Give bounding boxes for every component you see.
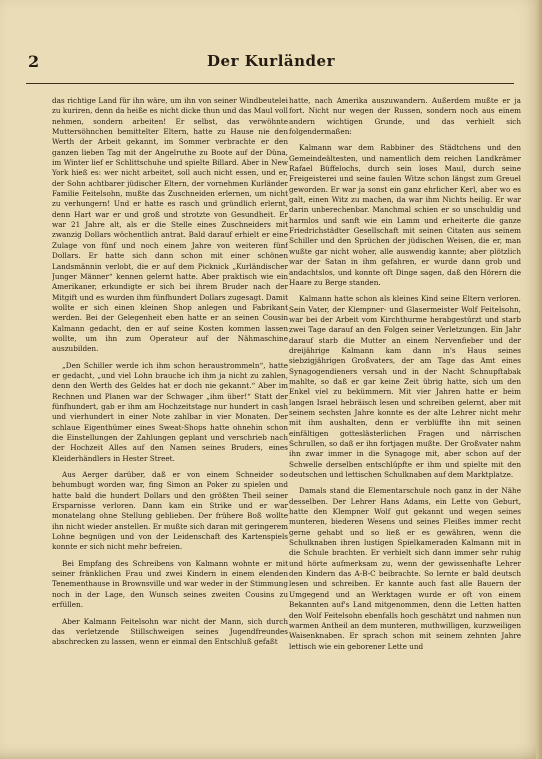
- right-column: [289, 96, 521, 746]
- running-title: Der Kurländer: [207, 52, 335, 70]
- paragraph: Aus Aerger darüber, daß er von einem Schneider so behumbugt worden war, fing Simon an Poker zu spielen und hatte bald die hundert Dollars und den größten Theil seiner Ersparnisse verloren. Dann kam ein Strike und er war monatelang ohne Stellung geblieben. Der frühere Boß wollte ihn nicht wieder anstellen. Er mußte sich daran mit geringerem Lohne begnügen und von der Leidenschaft des Kartenspiels konnte er sich nicht mehr befreien.: [52, 470, 288, 552]
- page-header: [28, 50, 514, 72]
- page-edge-shadow: [536, 0, 542, 759]
- header-rule: [26, 83, 514, 84]
- paragraph: Damals stand die Elementarschule noch ganz in der Nähe desselben. Der Lehrer Hans Adams, ein Lette von Geburt, hatte den Klempner Wolf gut gekannt und wegen seines munteren, biederen Wesens und seines Fleißes immer recht gerne gehabt und so ließ er es gewähren, wenn die Schulknaben ihren lustigen Spielkameraden Kalmann mit in die Schule brachten. Er verhielt sich dann immer sehr ruhig und hörte aufmerksam zu, wenn der gewissenhafte Lehrer den Kindern das A-B-C beibrachte. So lernte er bald deutsch lesen und schreiben. Er kannte auch fast alle Bauern der Umgegend und an Werktagen wurde er oft von einem Bekannten auf's Land mitgenommen, denn die Letten hatten den Wolf Feitelsohn ebenfalls hoch geschätzt und nahmen nun warmen Antheil an dem munteren, muthwilligen, kurzweiligen Waisenknaben. Er sprach schon mit seinem zehnten Jahre lettisch wie ein geborener Lette und: [289, 486, 521, 651]
- paragraph: „Den Schiller werde ich ihm schon heraustrommeln“, hatte er gedacht, „und viel Lohn brauche ich ihm ja nicht zu zahlen, denn den Werth des Geldes hat er doch nie gekannt.“ Aber im Rechnen und Planen war der Schwager „ihm über!“ Statt der fünfhundert, gab er ihm am Hochzeitstage nur hundert in cash und vierhundert in einer Note zahlbar in vier Monaten. Der schlaue Eigenthümer eines Sweat-Shops hatte ohnehin schon die Einstellungen der Zahlungen geplant und verschrieb nach der Hochzeit Alles auf den Namen seines Bruders, eines Kleiderhändlers in Hester Street.: [52, 360, 288, 463]
- paragraph: Kalmann war dem Rabbiner des Städtchens und den Gemeindeältesten, und namentlich dem reichen Landkrämer Rafael Büffelochs, durch sein loses Maul, durch seine Freigeisterei und seine faulen Witze schon längst zum Greuel geworden. Er war ja sonst ein ganz ehrlicher Kerl, aber wo es galt, einen Witz zu machen, da war ihm Nichts heilig. Er war darin unberechenbar. Manchmal schien er so unschuldig und harmlos und sanft wie ein Lamm und erheiterte die ganze Friedrichstädter Gesellschaft mit seinen Citaten aus seinem Schiller und den Sprüchen der jüdischen Weisen, die er, man wußte gar nicht woher, alle auswendig kannte; aber plötzlich war der Satan in ihm gefahren, er wurde dann grob und andachtslos, und konnte oft Dinge sagen, daß den Hörern die Haare zu Berge standen.: [289, 143, 521, 287]
- paragraph: Bei Empfang des Schreibens von Kalmann wohnte er mit seiner fränklichen Frau und zwei Kindern in einem elenden Tenementhause in Brownsville und war weder in der Stimmung noch in der Lage, den Wunsch seines zweiten Cousins zu erfüllen.: [52, 558, 288, 610]
- paragraph: das richtige Land für ihn wäre, um ihn von seiner Windbeutelei zu kuriren, denn da heiße es nicht dicke thun und das Maul voll nehmen, sondern arbeiten! Er selbst, das verwöhnte Muttersöhnchen bemittelter Eltern, hatte zu Hause nie den Werth der Arbeit gekannt, im Sommer verbrachte er den ganzen lieben Tag mit der Angelruthe zu Boote auf der Düna, im Winter lief er Schlittschuhe und spielte Billard. Aber in New York hieß es: wer nicht arbeitet, soll auch nicht essen, und er, der Sohn achtbarer jüdischer Eltern, der vornehmen Kurländer Familie Feitelsohn, mußte das Zuschneiden erlernen, um nicht zu verhungern! Und er hatte es rasch und gründlich erlernt, denn Hart war er und groß und strotzte von Gesundheit. Er war 21 Jahre alt, als er die Stelle eines Zuschneiders mit zwanzig Dollars wöchentlich antrat. Bald darauf erhielt er eine Zulage von fünf und noch einem Jahre von weiteren fünf Dollars. Er hatte sich dann schon mit einer schönen Landsmännin verlobt, die er auf dem Picknick „Kurländischer Junger Männer“ kennen gelernt hatte. Aber praktisch wie ein Amerikaner, erkundigte er sich bei ihrem Bruder nach der Mitgift und es wurden ihm fünfhundert Dollars zugesagt. Damit wollte er sich einen kleinen Shop anlegen und Fabrikant werden. Bei der Gelegenheit eben hatte er an seinen Cousin Kalmann gedacht, den er auf seine Kosten kommen lassen wollte, um ihn zum Operateur auf der Nähmaschine auszubilden.: [52, 96, 288, 354]
- left-column: [52, 96, 288, 746]
- paragraph: hatte, nach Amerika auszuwandern. Außerdem mußte er ja fort. Nicht nur wegen der Russen, sondern noch aus einem andern wichtigen Grunde, und das verhielt sich folgendermaßen:: [289, 96, 521, 137]
- paragraph: Kalmann hatte schon als kleines Kind seine Eltern verloren. Sein Vater, der Klempner- und Glasermeister Wolf Feitelsohn, war bei der Arbeit vom Kirchthurme herabgestürzt und starb zwei Tage darauf an den Folgen seiner Verletzungen. Ein Jahr darauf starb die Mutter an einem Nervenfieber und der dreijährige Kalmann kam dann in's Haus seines siebzigjährigen Großvaters, der am Tage das Amt eines Synagogendieners versah und in der Nacht Schnupftabak mahlte, so daß er gar keine Zeit übrig hatte, sich um den Enkel viel zu bekümmern. Mit vier Jahren hatte er beim langen Israel hebräisch lesen und schreiben gelernt, aber mit seinem sechsten Jahre konnte es der alte Lehrer nicht mehr mit ihm aushalten, denn er verblüffte ihn mit seinen einfältigen gotteslästerlichen Fragen und närrischen Schrullen, so daß er ihn fortjagen mußte. Der Großvater nahm ihn zwar immer in die Synagoge mit, aber schon auf der Schwelle derselben entschlüpfte er ihm und spielte mit den deutschen und lettischen Schulknaben auf dem Marktplatze.: [289, 294, 521, 480]
- paragraph: Aber Kalmann Feitelsohn war nicht der Mann, sich durch das verletzende Stillschweigen seines Jugendfreundes abschrecken zu lassen, wenn er einmal den Entschluß gefaßt: [52, 616, 288, 647]
- page-number: 2: [28, 52, 40, 71]
